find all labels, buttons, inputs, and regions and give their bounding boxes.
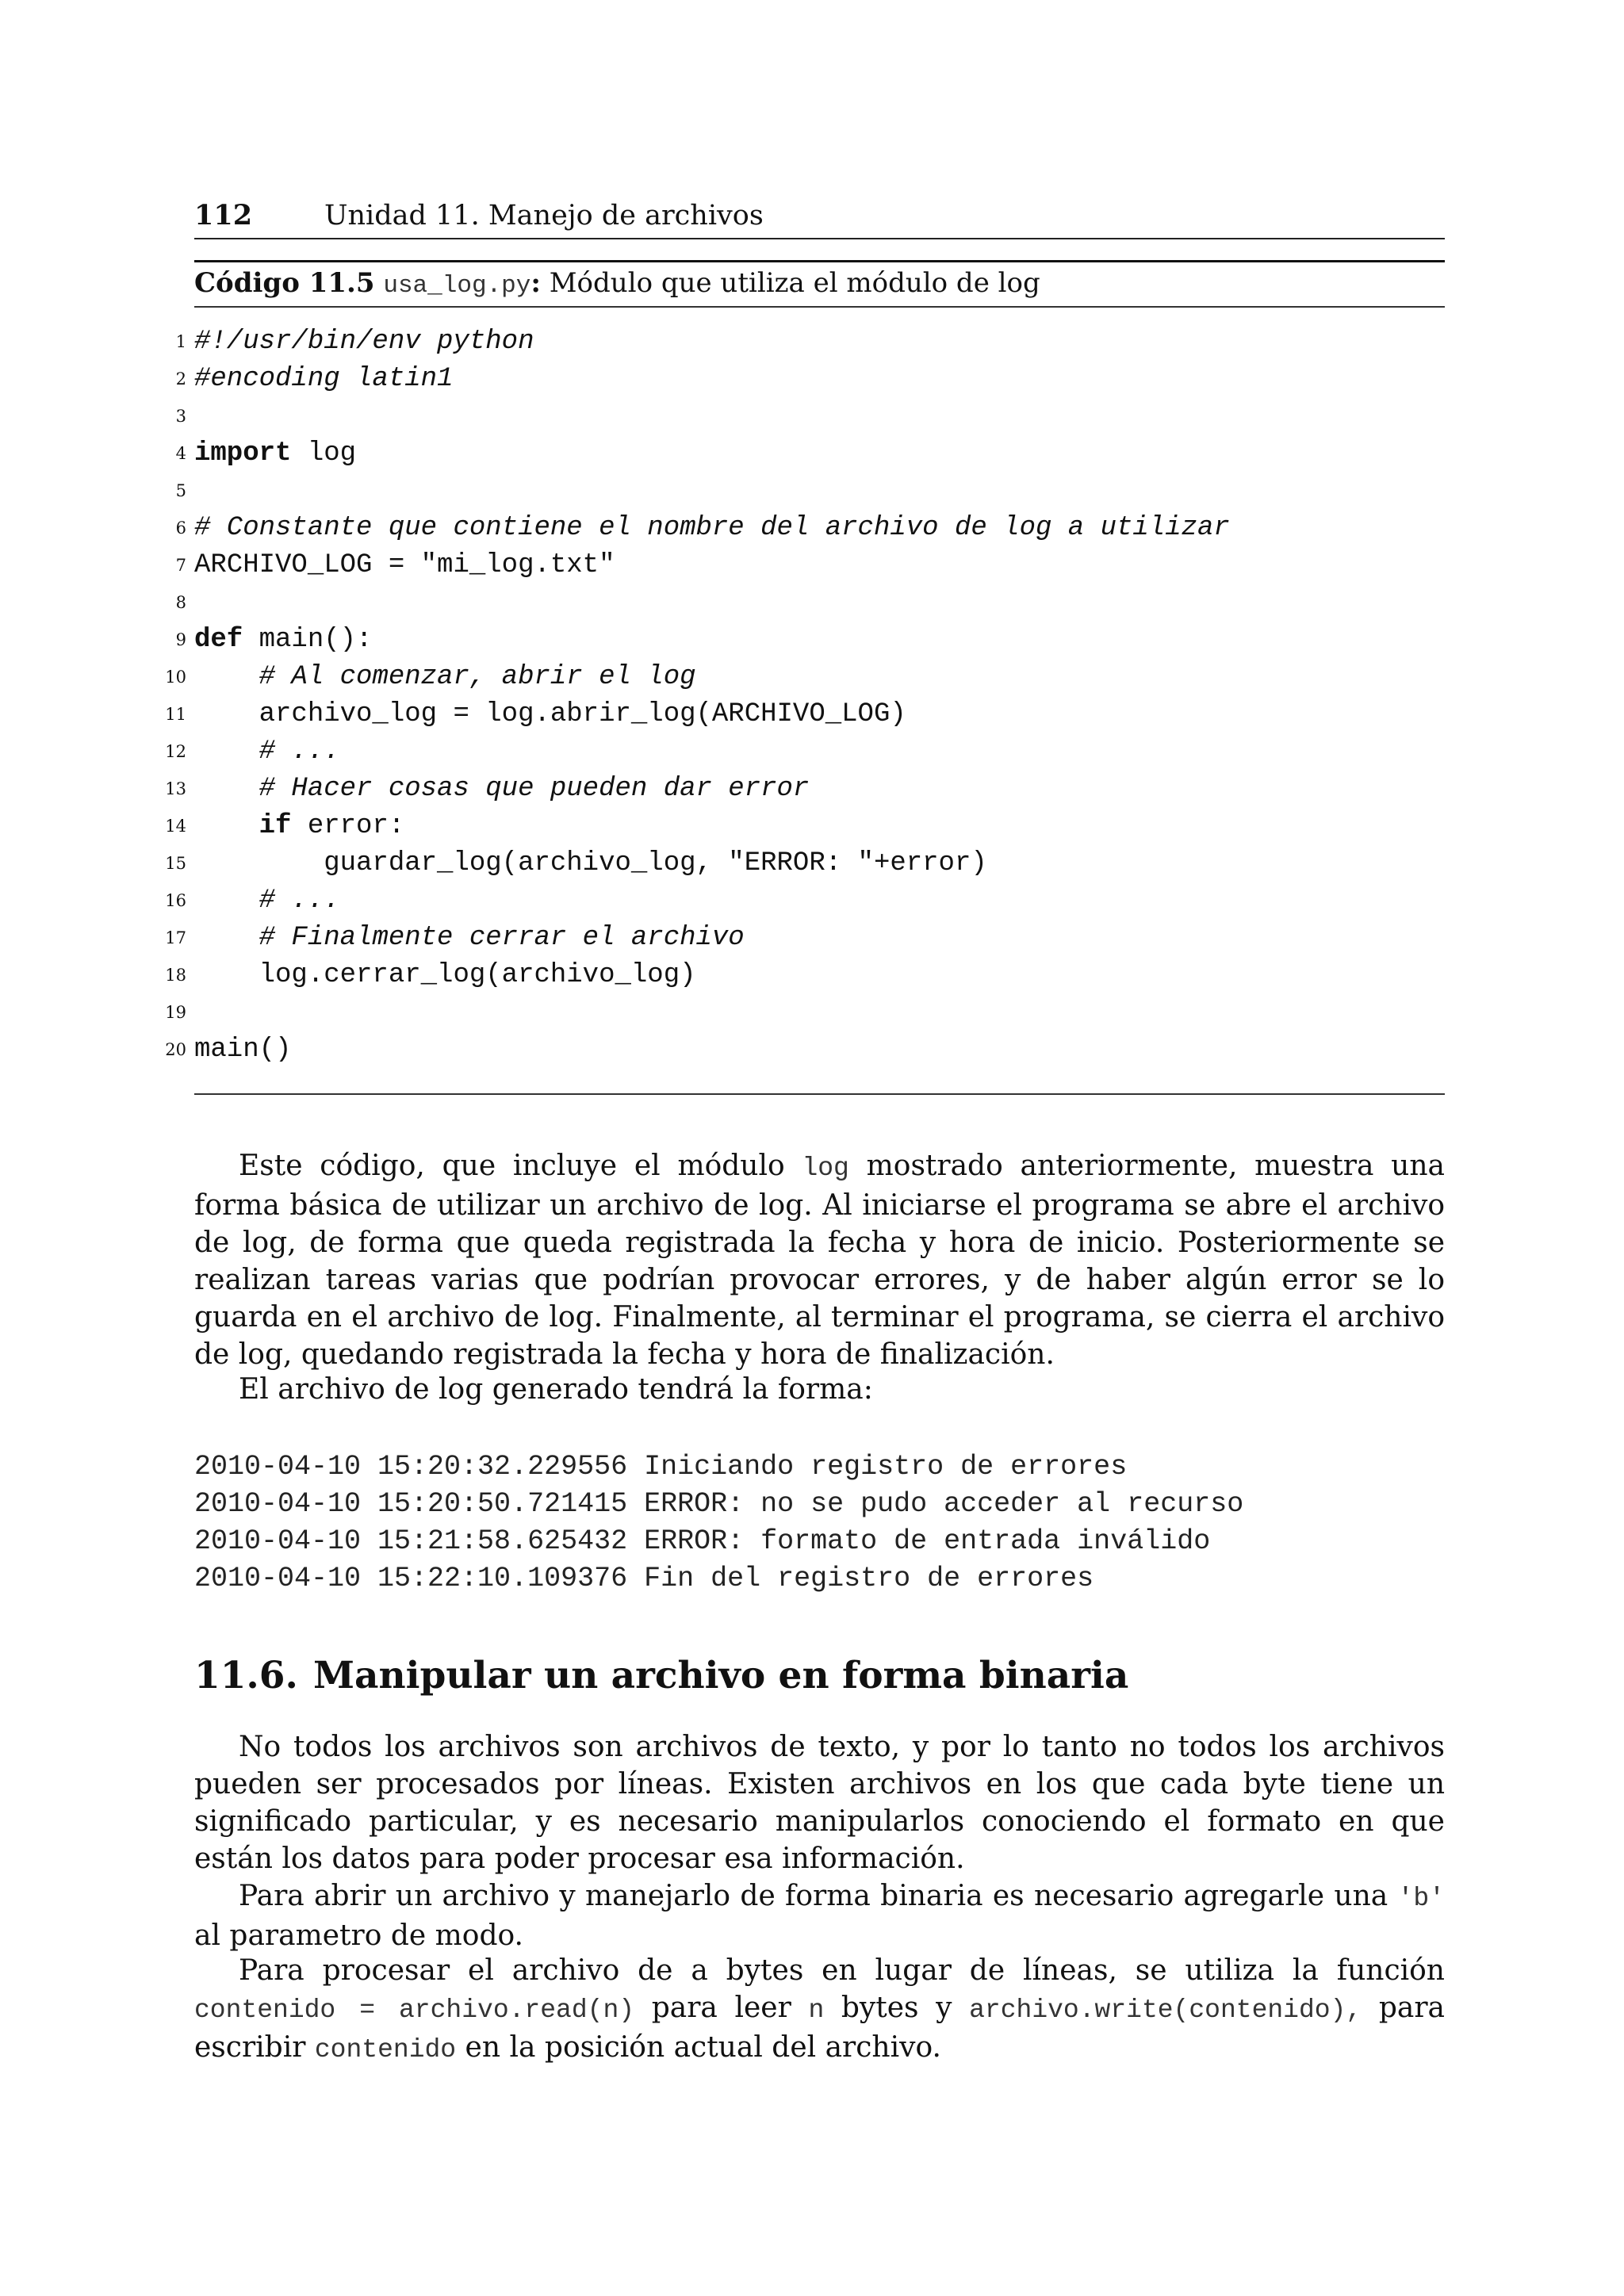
paragraph-binary-mode [194,1877,1445,1954]
inline-code-read: contenido = archivo.read(n) [194,1996,635,2025]
code-line [165,659,1445,696]
code-line [175,584,1445,622]
line-number: 18 [165,966,186,985]
code-text: # Finalmente cerrar el archivo [194,923,745,953]
paragraph-description [194,1147,1445,1373]
code-text: # ... [194,886,340,916]
line-number: 10 [165,668,186,687]
line-number: 16 [165,891,186,910]
code-line [175,398,1445,435]
paragraph-log-intro: El archivo de log generado tendrá la forma: [239,1373,873,1406]
line-number: 2 [175,369,186,388]
code-line [165,1031,1445,1069]
para4-text-a: Para abrir un archivo y manejarlo de forma binaria es necesario agregarle una [239,1880,1398,1912]
log-line: 2010-04-10 15:22:10.109376 Fin del registro de errores [194,1563,1094,1594]
para5-text-d: para escribir [194,1992,1446,2064]
line-number: 7 [175,556,186,575]
code-line [175,510,1445,547]
caption-description: Módulo que utiliza el módulo de log [540,267,1040,299]
inline-code-n: n [808,1996,825,2025]
code-text: # ... [194,737,340,767]
code-line [175,323,1445,361]
code-keyword: import [194,438,292,469]
line-number: 15 [165,854,186,873]
page-number: 112 [194,199,253,232]
line-number: 4 [175,444,186,463]
code-keyword: if [259,811,292,841]
line-number: 5 [175,481,186,500]
para5-text-c: bytes y [824,1992,970,2024]
section-title: Manipular un archivo en forma binaria [313,1654,1129,1697]
code-line [175,361,1445,398]
code-text: guardar_log(archivo_log, "ERROR: "+error) [194,848,987,878]
code-rest: log [291,438,357,469]
log-line: 2010-04-10 15:20:32.229556 Iniciando registro de errores [194,1451,1128,1483]
code-text: ARCHIVO_LOG = "mi_log.txt" [194,550,615,580]
line-number: 12 [165,742,186,761]
section-number: 11.6. [194,1654,298,1697]
code-text: archivo_log = log.abrir_log(ARCHIVO_LOG) [194,699,906,729]
code-line [165,845,1445,882]
code-text [194,808,404,845]
paragraph-read-write [194,1952,1445,2068]
code-rest: main(): [243,625,373,655]
code-line [165,696,1445,733]
inline-code-write: archivo.write(contenido), [969,1996,1362,2025]
inline-code-b: 'b' [1397,1884,1445,1913]
code-line [165,920,1445,957]
code-keyword: def [194,625,243,655]
line-number: 20 [165,1040,186,1059]
code-listing-end-rule [194,1093,1445,1095]
code-line [175,622,1445,659]
line-number: 1 [175,332,186,351]
code-line [165,808,1445,845]
para4-text-b: al parametro de modo. [194,1919,523,1952]
caption-label: Código 11.5 [194,267,375,299]
para5-text-b: para leer [634,1992,809,2024]
caption-separator: : [530,267,541,299]
code-text: main() [194,1035,292,1065]
paragraph-binary-intro: No todos los archivos son archivos de texto, y por lo tanto no todos los archivos pueden ser procesados por líneas. Existen archivos en los que cada byte tiene un significado particular, y es necesario manipularlos conociendo el formato en que están los datos para poder procesar esa información. [194,1731,1445,1875]
code-text: log.cerrar_log(archivo_log) [194,960,696,990]
code-listing [165,323,1445,1069]
code-text [194,435,356,473]
code-line [165,733,1445,771]
code-caption [194,260,1445,308]
code-line [165,957,1445,994]
line-number: 3 [175,407,186,426]
caption-filename: usa_log.py [383,272,531,300]
line-number: 9 [175,630,186,649]
code-line [175,435,1445,473]
para1-text-a: Este código, que incluye el módulo [239,1150,802,1182]
code-text: # Constante que contiene el nombre del archivo de log a utilizar [194,513,1230,543]
line-number: 11 [165,705,186,724]
log-output-block [194,1448,1445,1598]
para1-text-b: mostrado anteriormente, muestra una forma básica de utilizar un archivo de log. Al iniciarse el programa se abre el archivo de log, de forma que queda registrada la fecha y hora de inicio. Posteriormente se realizan tareas varias que podrían provocar errores, y de haber algún error se lo guarda en el archivo de log. Finalmente, al terminar el programa, se cierra el archivo de log, quedando registrada la fecha y hora de finalización. [194,1150,1446,1371]
line-number: 13 [165,779,186,798]
line-number: 6 [175,519,186,538]
chapter-title: Unidad 11. Manejo de archivos [324,200,764,232]
line-number: 19 [165,1003,186,1022]
page-header [194,197,1445,239]
code-text: #!/usr/bin/env python [194,327,534,357]
inline-code-contenido: contenido [314,2035,457,2064]
code-text: # Hacer cosas que pueden dar error [194,774,810,804]
line-number: 8 [175,593,186,612]
line-number: 17 [165,928,186,947]
code-line [165,882,1445,920]
code-rest: error: [291,811,405,841]
log-line: 2010-04-10 15:20:50.721415 ERROR: no se pudo acceder al recurso [194,1488,1244,1520]
log-line: 2010-04-10 15:21:58.625432 ERROR: formato de entrada inválido [194,1525,1211,1557]
line-number: 14 [165,817,186,836]
para5-text-e: en la posición actual del archivo. [456,2031,941,2064]
section-heading [194,1652,1128,1700]
code-text: # Al comenzar, abrir el log [194,662,696,692]
code-text: #encoding latin1 [194,364,454,394]
inline-code-log: log [802,1154,849,1183]
code-line [175,473,1445,510]
code-line [165,994,1445,1031]
code-line [165,771,1445,808]
code-line [175,547,1445,584]
para5-text-a: Para procesar el archivo de a bytes en lugar de líneas, se utiliza la función [239,1954,1445,1987]
code-text [194,622,372,659]
